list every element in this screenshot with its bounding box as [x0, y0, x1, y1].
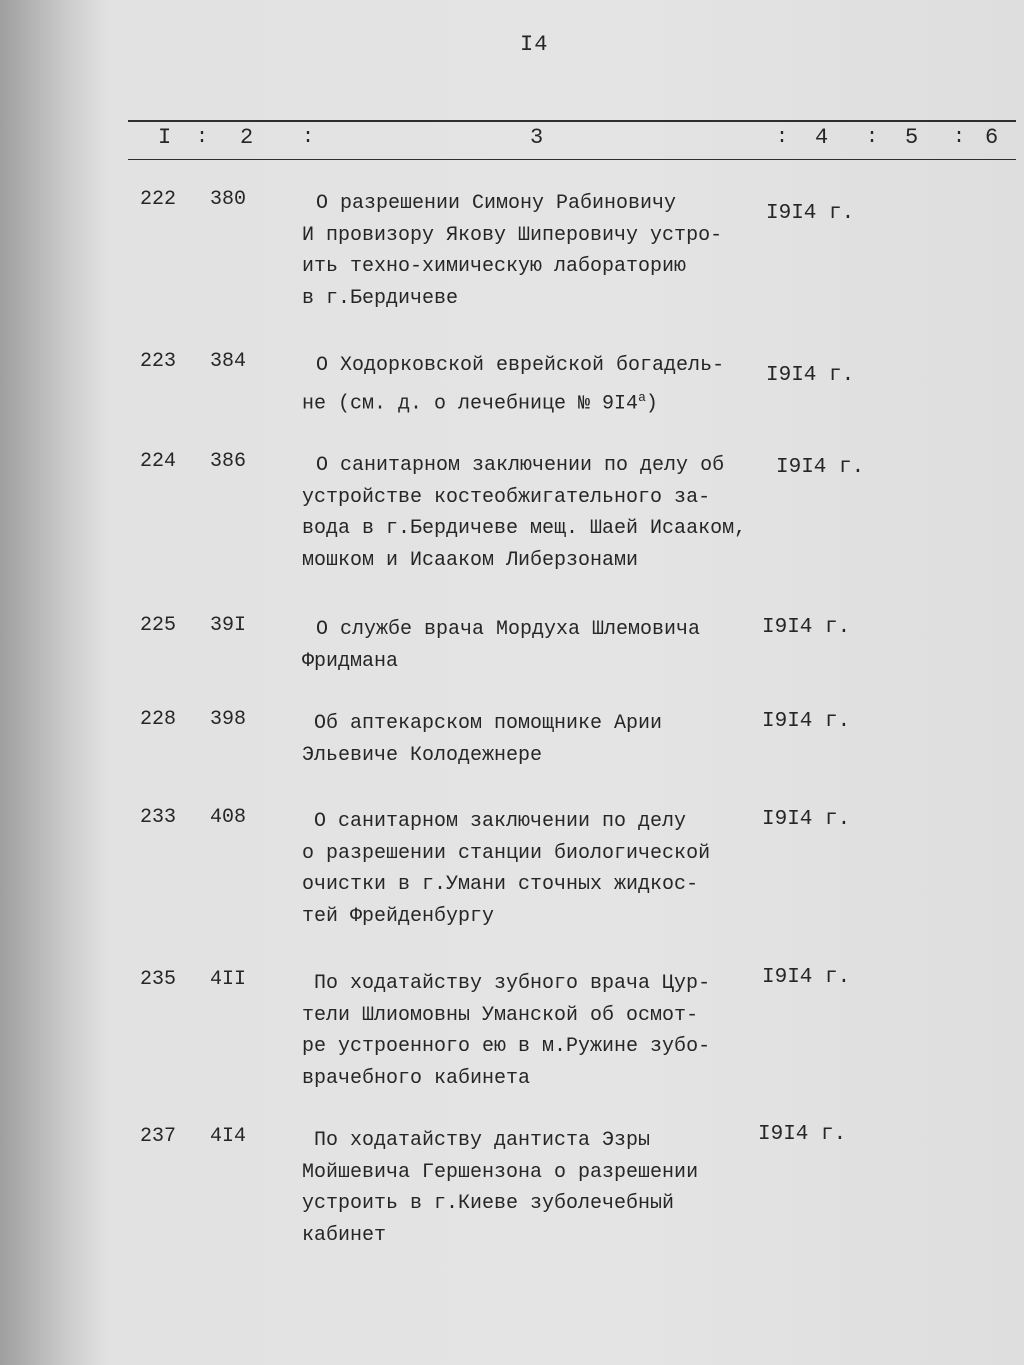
- entry-description: [302, 1125, 772, 1251]
- desc-line: По ходатайству дантиста Эзры: [314, 1129, 651, 1152]
- entry-old-number: 408: [210, 806, 247, 829]
- desc-line: По ходатайству зубного врача Цур-: [314, 972, 711, 995]
- entry-number: 224: [140, 450, 177, 473]
- entry-description: [302, 968, 772, 1094]
- desc-line: мошком и Исааком Либерзонами: [302, 548, 639, 572]
- desc-line: Мойшевича Гершензона о разрешении: [302, 1160, 699, 1184]
- superscript: а: [638, 389, 646, 405]
- desc-line: не (см. д. о лечебнице № $9I4^а$): [302, 389, 658, 416]
- header-col-6: 6: [985, 125, 999, 150]
- binding-shadow: [0, 0, 105, 1365]
- header-col-5: 5: [905, 125, 919, 150]
- header-bottom-rule: [128, 159, 1016, 160]
- desc-line: О службе врача Мордуха Шлемовича: [316, 618, 701, 641]
- entry-number: 233: [140, 806, 177, 829]
- desc-line: Эльевиче Колодежнере: [302, 743, 543, 767]
- desc-line: врачебного кабинета: [302, 1066, 531, 1090]
- desc-line: Фридмана: [302, 649, 399, 673]
- page-number: I4: [520, 32, 549, 57]
- header-separator: :: [196, 126, 209, 149]
- entry-description: [302, 350, 772, 420]
- entry-old-number: 384: [210, 350, 247, 373]
- header-col-1: I: [158, 125, 172, 150]
- entry-number: 222: [140, 188, 177, 211]
- entry-old-number: 4I4: [210, 1125, 247, 1148]
- desc-line: о разрешении станции биологической: [302, 841, 711, 865]
- entry-number: 225: [140, 614, 177, 637]
- entry-year: I9I4 г.: [762, 966, 851, 989]
- desc-line: О санитарном заключении по делу об: [316, 454, 725, 477]
- header-separator: :: [776, 126, 789, 149]
- entry-year: I9I4 г.: [766, 202, 855, 225]
- entry-old-number: 386: [210, 450, 247, 473]
- entry-old-number: 4II: [210, 968, 247, 991]
- entry-old-number: 380: [210, 188, 247, 211]
- header-separator: :: [866, 126, 879, 149]
- desc-line: в г.Бердичеве: [302, 286, 459, 310]
- header-col-3: 3: [530, 125, 544, 150]
- entry-number: 237: [140, 1125, 177, 1148]
- desc-line: кабинет: [302, 1223, 387, 1247]
- header-col-2: 2: [240, 125, 254, 150]
- desc-line: очистки в г.Умани сточных жидкос-: [302, 873, 699, 896]
- entry-description: [302, 614, 772, 677]
- desc-line: О санитарном заключении по делу: [314, 810, 687, 833]
- entry-year: I9I4 г.: [766, 364, 855, 387]
- entry-year: I9I4 г.: [762, 808, 851, 831]
- desc-line: О Ходорковской еврейской богадель-: [316, 354, 725, 377]
- desc-line: вода в г.Бердичеве мещ. Шаей Исааком,: [302, 517, 747, 540]
- desc-line: тей Фрейденбургу: [302, 904, 495, 928]
- entry-description: [302, 806, 772, 932]
- desc-line: устроить в г.Киеве зуболечебный: [302, 1192, 675, 1215]
- header-top-rule: [128, 120, 1016, 122]
- desc-line: Об аптекарском помощнике Арии: [314, 712, 663, 735]
- desc-line: ить техно-химическую лабораторию: [302, 255, 687, 278]
- desc-line: тели Шлиомовны Уманской об осмот-: [302, 1003, 699, 1027]
- desc-line: ре устроенного ею в м.Ружине зубо-: [302, 1035, 711, 1058]
- header-separator: :: [302, 126, 315, 149]
- desc-line: устройстве костеобжигательного за-: [302, 485, 711, 509]
- entry-description: [302, 450, 772, 576]
- entry-year: I9I4 г.: [762, 710, 851, 733]
- header-separator: :: [953, 126, 966, 149]
- entry-year: I9I4 г.: [776, 456, 865, 479]
- header-col-4: 4: [815, 125, 829, 150]
- entry-description: [302, 188, 772, 314]
- entry-number: 228: [140, 708, 177, 731]
- entry-year: I9I4 г.: [758, 1123, 847, 1146]
- entry-old-number: 39I: [210, 614, 247, 637]
- entry-year: I9I4 г.: [762, 616, 851, 639]
- desc-line: О разрешении Симону Рабиновичу: [316, 192, 677, 215]
- entry-description: [302, 708, 772, 771]
- desc-line: И провизору Якову Шиперовичу устро-: [302, 223, 723, 247]
- entry-number: 235: [140, 968, 177, 991]
- entry-number: 223: [140, 350, 177, 373]
- entry-old-number: 398: [210, 708, 247, 731]
